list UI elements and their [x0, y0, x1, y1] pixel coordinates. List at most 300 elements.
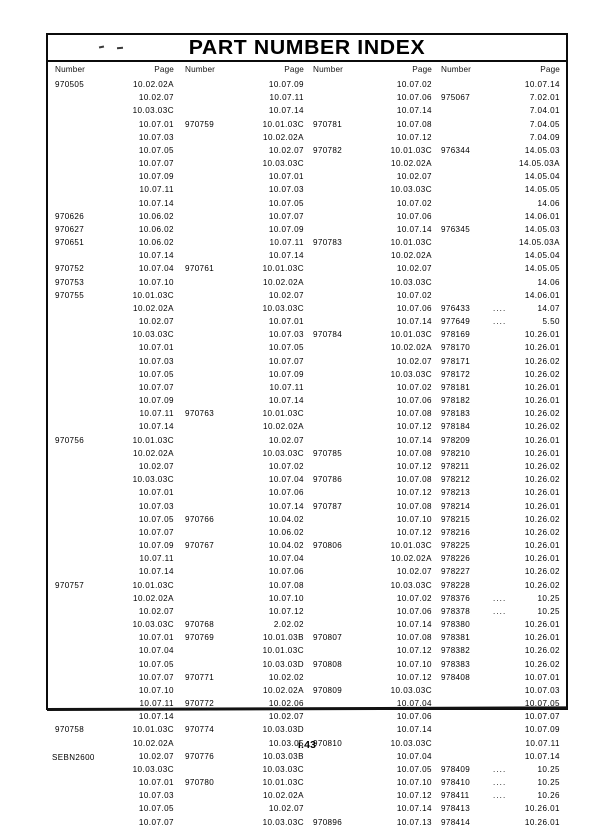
index-row — [51, 104, 176, 117]
page-reference-cell: 10.03.03C — [132, 330, 174, 340]
page-reference-cell: 10.07.05 — [138, 514, 174, 524]
page-reference-cell: 10.06.02 — [138, 211, 174, 221]
index-row — [437, 144, 562, 157]
page-reference-cell: 14.06 — [537, 277, 560, 287]
page-reference-cell: 10.07.06 — [396, 606, 432, 616]
page-reference-cell: 10.07.14 — [396, 435, 432, 445]
page-reference-cell: 10.03.03D — [262, 659, 304, 669]
page-reference-cell: 10.07.05 — [138, 145, 174, 155]
page-reference-cell: 10.02.07 — [268, 290, 304, 300]
index-row — [51, 289, 176, 302]
page-reference-cell: 10.07.14 — [268, 251, 304, 261]
page-reference-cell: 10.07.08 — [396, 409, 432, 419]
index-row — [437, 631, 562, 644]
part-number-cell: 970782 — [313, 145, 343, 155]
page-reference-cell: 10.02.02A — [133, 80, 174, 89]
index-row — [181, 473, 306, 486]
index-row — [181, 684, 306, 697]
column-header-page: Page — [154, 65, 174, 74]
page-reference-cell: 10.07.12 — [396, 527, 432, 537]
page-reference-cell: 10.07.07 — [138, 159, 174, 169]
index-row — [437, 328, 562, 341]
part-number-cell: 978184 — [441, 422, 471, 432]
page-reference-cell: 10.07.14 — [396, 804, 432, 814]
page-reference-cell: 10.01.03C — [390, 145, 432, 155]
page-reference-cell: 10.07.14 — [138, 198, 174, 208]
index-column-3 — [309, 62, 434, 827]
index-row — [181, 592, 306, 605]
part-number-cell: 970772 — [185, 699, 215, 709]
index-row — [309, 802, 434, 815]
page-reference-cell: 10.07.14 — [396, 725, 432, 735]
index-row — [181, 381, 306, 394]
index-row — [51, 118, 176, 131]
index-row — [309, 183, 434, 196]
index-row — [437, 605, 562, 618]
index-row — [51, 381, 176, 394]
page-reference-cell: 10.07.06 — [396, 211, 432, 221]
page-reference-cell: 10.07.14 — [138, 712, 174, 722]
page-reference-cell: 10.07.01 — [138, 119, 174, 129]
page-reference-cell: 10.07.14 — [524, 80, 560, 89]
index-row — [181, 776, 306, 789]
index-row — [181, 513, 306, 526]
part-number-cell: 976433 — [441, 303, 471, 313]
page-reference-cell: 10.07.06 — [396, 712, 432, 722]
part-number-cell: 970763 — [185, 409, 215, 419]
part-number-cell: 970810 — [313, 738, 343, 748]
dot-leader: .... — [493, 791, 507, 801]
index-row — [309, 355, 434, 368]
page-reference-cell: 10.03.03C — [262, 764, 304, 774]
index-row — [437, 644, 562, 657]
page-reference-cell: 10.07.03 — [138, 132, 174, 142]
index-row — [181, 658, 306, 671]
index-column-2 — [181, 62, 306, 827]
index-row — [309, 460, 434, 473]
index-row — [181, 341, 306, 354]
index-row — [181, 183, 306, 196]
index-row — [51, 157, 176, 170]
index-row — [51, 816, 176, 829]
index-row — [309, 618, 434, 631]
index-row — [309, 341, 434, 354]
page-reference-cell: 10.07.10 — [138, 685, 174, 695]
page-reference-cell: 10.03.03C — [390, 738, 432, 748]
page-reference-cell: 10.07.02 — [396, 80, 432, 89]
index-row — [51, 789, 176, 802]
dot-leader: .... — [493, 593, 507, 603]
index-row — [51, 420, 176, 433]
part-number-cell: 970769 — [185, 633, 215, 643]
index-row — [309, 579, 434, 592]
page-reference-cell: 10.07.02 — [396, 382, 432, 392]
page-reference-cell: 10.26.01 — [524, 330, 560, 340]
page-reference-cell: 10.26.01 — [524, 435, 560, 445]
page-reference-cell: 10.02.02A — [133, 448, 174, 458]
page-reference-cell: 10.02.07 — [138, 461, 174, 471]
part-number-cell: 978376 — [441, 593, 471, 603]
index-row — [437, 289, 562, 302]
page-reference-cell: 10.07.01 — [138, 633, 174, 643]
index-row — [181, 289, 306, 302]
part-number-cell: 970756 — [55, 435, 85, 445]
page-reference-cell: 10.07.02 — [396, 290, 432, 300]
index-row — [437, 552, 562, 565]
dot-leader: .... — [493, 303, 507, 313]
index-row — [309, 565, 434, 578]
page-reference-cell: 14.05.04 — [524, 172, 560, 182]
index-row — [437, 262, 562, 275]
page-reference-cell: 10.26.02 — [524, 422, 560, 432]
index-row — [51, 223, 176, 236]
index-row — [437, 723, 562, 736]
page-reference-cell: 10.07.03 — [268, 185, 304, 195]
index-row — [437, 684, 562, 697]
page-reference-cell: 10.26.01 — [524, 554, 560, 564]
index-row — [181, 605, 306, 618]
index-row — [437, 434, 562, 447]
page-reference-cell: 14.05.03A — [519, 238, 560, 248]
page-reference-cell: 10.07.04 — [396, 699, 432, 709]
page-reference-cell: 10.02.07 — [396, 264, 432, 274]
index-row — [309, 236, 434, 249]
page-reference-cell: 10.02.02A — [133, 738, 174, 748]
index-row — [181, 486, 306, 499]
part-number-cell: 978378 — [441, 606, 471, 616]
part-number-cell: 978209 — [441, 435, 471, 445]
index-row — [437, 341, 562, 354]
index-row — [51, 302, 176, 315]
page-reference-cell: 7.04.01 — [529, 106, 560, 116]
page-reference-cell: 10.07.08 — [396, 475, 432, 485]
page-reference-cell: 10.02.02A — [391, 554, 432, 564]
index-row — [51, 276, 176, 289]
part-number-cell: 970761 — [185, 264, 215, 274]
page-reference-cell: 10.03.03C — [262, 303, 304, 313]
page-reference-cell: 10.04.02 — [268, 541, 304, 551]
index-row — [51, 631, 176, 644]
page-reference-cell: 10.07.09 — [138, 396, 174, 406]
part-number-cell: 978211 — [441, 461, 470, 471]
page-reference-cell: 10.07.11 — [139, 185, 174, 195]
page-reference-cell: 10.02.02A — [263, 422, 304, 432]
index-row — [181, 802, 306, 815]
index-row — [181, 328, 306, 341]
page-reference-cell: 10.07.10 — [396, 514, 432, 524]
index-row — [51, 658, 176, 671]
part-number-cell: 970786 — [313, 475, 343, 485]
page-reference-cell: 10.07.07 — [138, 527, 174, 537]
index-row — [309, 500, 434, 513]
index-row — [309, 671, 434, 684]
part-number-cell: 978172 — [441, 369, 471, 379]
page-reference-cell: 10.07.07 — [268, 356, 304, 366]
part-number-cell: 970781 — [313, 119, 343, 129]
page-reference-cell: 10.03.03C — [390, 685, 432, 695]
part-number-cell: 978213 — [441, 488, 471, 498]
index-row — [437, 355, 562, 368]
part-number-cell: 978408 — [441, 672, 471, 682]
title-bar — [48, 35, 566, 62]
page-reference-cell: 10.07.07 — [524, 712, 560, 722]
page-reference-cell: 10.07.05 — [138, 659, 174, 669]
page-reference-cell: 10.01.03B — [263, 633, 304, 643]
part-number-cell: 970753 — [55, 277, 85, 287]
part-number-cell: 970776 — [185, 751, 215, 761]
part-number-cell: 978169 — [441, 330, 471, 340]
page-reference-cell: 14.06 — [537, 198, 560, 208]
page-reference-cell: 10.07.12 — [396, 132, 432, 142]
part-number-cell: 970627 — [55, 224, 85, 234]
page-reference-cell: 10.02.07 — [268, 712, 304, 722]
part-number-cell: 978414 — [441, 817, 471, 827]
page-reference-cell: 10.01.03C — [132, 290, 174, 300]
index-row — [181, 460, 306, 473]
page-reference-cell: 10.07.03 — [138, 501, 174, 511]
index-row — [437, 513, 562, 526]
document-code: SEBN2600 — [52, 753, 95, 762]
page-reference-cell: 10.07.04 — [138, 646, 174, 656]
page-reference-cell: 10.07.06 — [396, 93, 432, 103]
page-reference-cell: 10.07.03 — [268, 330, 304, 340]
page-reference-cell: 14.05.03 — [524, 224, 560, 234]
page-reference-cell: 10.01.03C — [262, 119, 304, 129]
page-reference-cell: 10.07.10 — [268, 593, 304, 603]
page-reference-cell: 10.01.03C — [132, 725, 174, 735]
page-reference-cell: 10.26.02 — [524, 580, 560, 590]
index-row — [181, 118, 306, 131]
index-row — [181, 552, 306, 565]
index-row — [437, 118, 562, 131]
page-reference-cell: 10.26.02 — [524, 356, 560, 366]
page-reference-cell: 10.26.01 — [524, 448, 560, 458]
page-reference-cell: 10.03.03C — [390, 277, 432, 287]
index-row — [309, 104, 434, 117]
index-row — [181, 644, 306, 657]
page-reference-cell: 10.07.11 — [139, 699, 174, 709]
page-reference-cell: 10.03.03C — [132, 106, 174, 116]
index-row — [181, 276, 306, 289]
page-reference-cell: 10.01.03C — [262, 409, 304, 419]
page-reference-cell: 10.07.08 — [396, 501, 432, 511]
page-reference-cell: 10.07.11 — [139, 554, 174, 564]
page-reference-cell: 10.07.12 — [396, 488, 432, 498]
index-row — [51, 500, 176, 513]
page-reference-cell: 10.07.11 — [139, 409, 174, 419]
index-row — [309, 144, 434, 157]
index-row — [309, 526, 434, 539]
page-reference-cell: 10.07.09 — [268, 224, 304, 234]
index-row — [181, 789, 306, 802]
page-reference-cell: 10.07.14 — [138, 567, 174, 577]
part-number-cell: 978181 — [441, 382, 471, 392]
part-number-cell: 978183 — [441, 409, 471, 419]
page-reference-cell: 10.07.05 — [138, 369, 174, 379]
page-reference-cell: 10.01.03C — [132, 580, 174, 590]
page-reference-cell: 10.07.05 — [396, 764, 432, 774]
index-row — [437, 776, 562, 789]
part-number-cell: 970787 — [313, 501, 343, 511]
index-row — [51, 447, 176, 460]
index-rows — [181, 78, 306, 829]
page-reference-cell: 10.26.01 — [524, 817, 560, 827]
index-row — [437, 131, 562, 144]
index-row — [181, 710, 306, 723]
page-reference-cell: 10.04.02 — [268, 514, 304, 524]
index-row — [437, 381, 562, 394]
page-reference-cell: 10.03.05 — [268, 738, 304, 748]
index-row — [437, 236, 562, 249]
page-reference-cell: 14.07 — [537, 303, 560, 313]
index-row — [437, 78, 562, 91]
page-reference-cell: 10.07.14 — [268, 501, 304, 511]
index-row — [181, 91, 306, 104]
index-row — [437, 460, 562, 473]
part-number-cell: 970766 — [185, 514, 215, 524]
part-number-cell: 970752 — [55, 264, 85, 274]
index-row — [309, 447, 434, 460]
page-reference-cell: 10.07.02 — [396, 593, 432, 603]
part-number-cell: 970759 — [185, 119, 215, 129]
index-row — [51, 341, 176, 354]
page-reference-cell: 10.07.08 — [396, 633, 432, 643]
page-reference-cell: 7.04.09 — [529, 132, 560, 142]
index-row — [309, 91, 434, 104]
page-reference-cell: 10.07.01 — [268, 172, 304, 182]
index-rows — [437, 78, 562, 829]
index-row — [181, 157, 306, 170]
page-reference-cell: 10.07.14 — [396, 620, 432, 630]
part-number-cell: 978225 — [441, 541, 471, 551]
index-row — [51, 262, 176, 275]
index-row — [309, 420, 434, 433]
index-row — [181, 618, 306, 631]
part-number-cell: 978170 — [441, 343, 471, 353]
index-row — [437, 526, 562, 539]
index-row — [437, 368, 562, 381]
index-row — [181, 197, 306, 210]
index-row — [437, 249, 562, 262]
index-row — [51, 710, 176, 723]
page-reference-cell: 14.06.01 — [524, 211, 560, 221]
part-number-cell: 978227 — [441, 567, 471, 577]
page-reference-cell: 14.05.04 — [524, 251, 560, 261]
page-reference-cell: 10.03.03C — [132, 620, 174, 630]
part-number-cell: 970896 — [313, 817, 343, 827]
index-row — [437, 618, 562, 631]
page-reference-cell: 10.02.02 — [268, 672, 304, 682]
index-row — [51, 368, 176, 381]
page-reference-cell: 10.07.11 — [269, 382, 304, 392]
page-number: i.43 — [297, 739, 317, 751]
page-reference-cell: 10.01.03C — [262, 778, 304, 788]
index-row — [309, 170, 434, 183]
part-number-cell: 978171 — [441, 356, 471, 366]
dot-leader: .... — [493, 764, 507, 774]
index-row — [181, 210, 306, 223]
index-row — [309, 631, 434, 644]
index-row — [309, 658, 434, 671]
index-row — [181, 420, 306, 433]
part-number-cell: 978383 — [441, 659, 471, 669]
page-reference-cell: 10.03.03C — [132, 475, 174, 485]
index-row — [51, 592, 176, 605]
page-reference-cell: 10.07.12 — [396, 791, 432, 801]
page-reference-cell: 10.02.07 — [268, 435, 304, 445]
page-reference-cell: 10.26.02 — [524, 514, 560, 524]
index-row — [309, 644, 434, 657]
index-row — [51, 315, 176, 328]
index-row — [309, 539, 434, 552]
page-reference-cell: 10.02.07 — [138, 606, 174, 616]
page-reference-cell: 10.02.07 — [396, 567, 432, 577]
part-number-cell: 970768 — [185, 620, 215, 630]
part-number-cell: 976345 — [441, 224, 471, 234]
index-row — [181, 104, 306, 117]
page-reference-cell: 10.26.01 — [524, 620, 560, 630]
page-reference-cell: 10.02.02A — [263, 132, 304, 142]
part-number-cell: 978410 — [441, 778, 471, 788]
page-reference-cell: 10.01.03C — [132, 435, 174, 445]
page-reference-cell: 10.26.01 — [524, 396, 560, 406]
part-number-cell: 970784 — [313, 330, 343, 340]
index-row — [51, 802, 176, 815]
page-reference-cell: 10.02.02A — [391, 251, 432, 261]
index-row — [181, 500, 306, 513]
page-reference-cell: 10.07.14 — [268, 396, 304, 406]
page-reference-cell: 14.05.03A — [519, 159, 560, 169]
index-row — [51, 249, 176, 262]
part-number-cell: 978228 — [441, 580, 471, 590]
page-reference-cell: 10.02.07 — [138, 751, 174, 761]
index-row — [309, 723, 434, 736]
page-reference-cell: 10.01.03C — [390, 238, 432, 248]
index-row — [437, 223, 562, 236]
page-reference-cell: 10.07.14 — [138, 422, 174, 432]
index-column-4 — [437, 62, 562, 827]
page-reference-cell: 10.07.01 — [138, 778, 174, 788]
index-row — [51, 526, 176, 539]
page-reference-cell: 10.02.02A — [263, 685, 304, 695]
part-number-cell: 978409 — [441, 764, 471, 774]
page-reference-cell: 10.07.01 — [138, 343, 174, 353]
page-reference-cell: 10.02.07 — [396, 356, 432, 366]
page-reference-cell: 10.26.02 — [524, 409, 560, 419]
page-reference-cell: 10.07.07 — [138, 672, 174, 682]
index-row — [181, 565, 306, 578]
page-reference-cell: 10.03.03C — [390, 580, 432, 590]
page-reference-cell: 10.26.02 — [524, 527, 560, 537]
index-row — [309, 684, 434, 697]
index-row — [51, 91, 176, 104]
page-reference-cell: 10.07.06 — [268, 488, 304, 498]
page-reference-cell: 10.03.03B — [263, 751, 304, 761]
page-reference-cell: 10.26.01 — [524, 633, 560, 643]
index-row — [51, 328, 176, 341]
index-row — [437, 276, 562, 289]
index-row — [437, 486, 562, 499]
index-row — [181, 262, 306, 275]
page-reference-cell: 10.07.14 — [396, 317, 432, 327]
part-number-cell: 977649 — [441, 317, 471, 327]
page-reference-cell: 10.02.07 — [268, 804, 304, 814]
index-row — [309, 78, 434, 91]
index-row — [51, 671, 176, 684]
index-row — [181, 631, 306, 644]
index-row — [51, 605, 176, 618]
page-reference-cell: 10.07.05 — [138, 804, 174, 814]
